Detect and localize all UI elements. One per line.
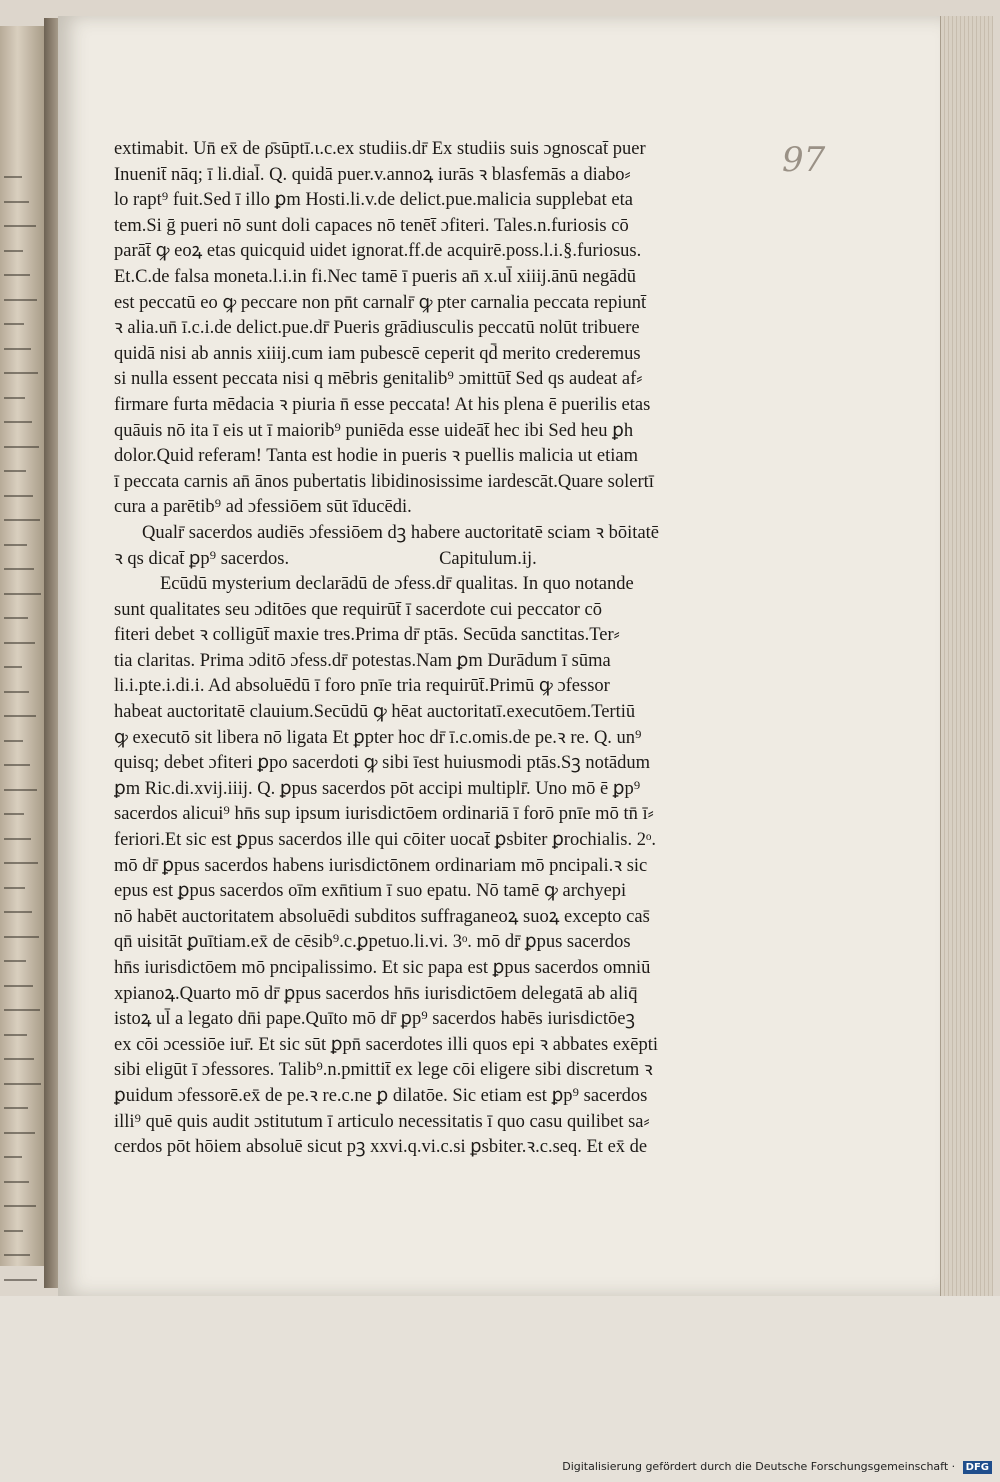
text-line: li.i.pte.i.di.i. Ad absoluēdū ī foro pnīe tria requirūt̄.Primū ꝙ ɔfessor xyxy=(114,676,610,697)
left-page-text-fragment xyxy=(4,495,33,497)
left-page-text-fragment xyxy=(4,1107,28,1109)
chapter-number: Capitulum.ij. xyxy=(439,548,537,569)
left-page-text-fragment xyxy=(4,470,26,472)
left-page-text-fragment xyxy=(4,421,32,423)
text-line: quisq; debet ɔfiteri ꝑpo sacerdoti ꝙ sibi īest huiusmodi ptās.Sꝫ notādum xyxy=(114,753,651,774)
text-line: qn̄ uisitāt ꝑuītiam.ex̄ de cēsib⁹.c.ꝑpetuo.li.vi. 3ᵒ. mō dr̄ ꝑpus sacerdos xyxy=(114,932,631,953)
left-page-text-fragment xyxy=(4,274,30,276)
text-line: ꝑm Ric.di.xvij.iiij. Q. ꝑpus sacerdos pōt accipi multiplr̄. Uno mō ē ꝑp⁹ xyxy=(114,778,641,799)
text-line: ꝛ alia.un̄ ī.c.i.de delict.pue.dr̄ Pueris grādiusculis peccatū nolūt tribuere xyxy=(114,318,640,339)
text-line: cerdos pōt hōiem absoluē sicut pꝫ xxvi.q.vi.c.si ꝑsbiter.ꝛ.c.seq. Et ex̄ de xyxy=(114,1137,648,1158)
left-page-edge xyxy=(0,26,46,1266)
left-page-text-fragment xyxy=(4,1205,36,1207)
text-line: ī peccata carnis an̄ ānos pubertatis libidinosissime iardescāt.Quare solertī xyxy=(114,471,654,492)
left-page-text-fragment xyxy=(4,911,32,913)
left-page-text-fragment xyxy=(4,1279,37,1281)
left-page-text-fragment xyxy=(4,617,28,619)
text-line: sunt qualitates seu ɔditōes que requirūt̄ ī sacerdote cui peccator cō xyxy=(114,599,603,620)
left-page-text-fragment xyxy=(4,348,31,350)
text-line: est peccatū eo ꝙ peccare non pn̄t carnalr̄ ꝙ pter carnalia peccata repiunt̄ xyxy=(114,292,647,313)
left-page-text-fragment xyxy=(4,593,41,595)
left-page-text-fragment xyxy=(4,985,33,987)
left-page-text-fragment xyxy=(4,299,37,301)
text-line: parāt̄ ꝙ eoꝝ etas quicquid uidet ignorat.ff.de acquirē.poss.l.i.§.furiosus. xyxy=(114,241,642,262)
text-line: Inuenit̄ nāq; ī li.dial̄. Q. quidā puer.v.annoꝝ iurās ꝛ blasfemās a diabo⸗ xyxy=(114,164,631,185)
left-page-text-fragment xyxy=(4,789,37,791)
text-line: tia claritas. Prima ɔditō ɔfess.dr̄ potestas.Nam ꝑm Durādum ī sūma xyxy=(114,650,611,671)
chapter-heading-line-2 xyxy=(114,547,774,573)
credit-text: Digitalisierung gefördert durch die Deutsche Forschungsgemeinschaft xyxy=(562,1460,949,1473)
page-edges xyxy=(940,16,993,1316)
text-line: habeat auctoritatē clauium.Secūdū ꝙ hēat auctoritatī.executōem.Tertiū xyxy=(114,702,636,723)
left-page-text-fragment xyxy=(4,1156,22,1158)
left-page-text-fragment xyxy=(4,1132,35,1134)
text-line: fiteri debet ꝛ colligūt̄ maxie tres.Prima dr̄ ptās. Secūda sanctitas.Ter⸗ xyxy=(114,625,620,646)
left-page-text-fragment xyxy=(4,397,25,399)
left-page-text-fragment xyxy=(4,764,30,766)
left-page-text-fragment xyxy=(4,1181,29,1183)
text-line: cura a parētib⁹ ad ɔfessiōem sūt īducēdi. xyxy=(114,497,412,518)
text-line: illi⁹ quē quis audit ɔstitutum ī articulo necessitatis ī quo casu quilibet sa⸗ xyxy=(114,1111,650,1132)
left-page-text-fragment xyxy=(4,1058,34,1060)
left-page-text-fragment xyxy=(4,323,24,325)
left-page-text-fragment xyxy=(4,666,22,668)
text-line: dolor.Quid referam! Tanta est hodie in pueris ꝛ puellis malicia ut etiam xyxy=(114,446,638,467)
text-line: quāuis nō ita ī eis ut ī maiorib⁹ puniēda esse uideāt̄ hec ibi Sed heu ꝑh xyxy=(114,420,634,441)
text-line: hn̄s iurisdictōem mō pncipalissimo. Et sic papa est ꝑpus sacerdos omniū xyxy=(114,958,651,978)
text-line: extimabit. Un̄ ex̄ de ρ̄sūptī.ι.c.ex studiis.dr̄ Ex studiis suis ɔgnoscat̄ puer xyxy=(114,139,646,159)
page-number: 97 xyxy=(782,140,826,180)
left-page-text-fragment xyxy=(4,372,38,374)
left-page-text-fragment xyxy=(4,250,23,252)
text-line: Et.C.de falsa moneta.l.i.in fi.Nec tamē ī pueris an̄ x.ul̄ xiiij.ānū negādū xyxy=(114,266,636,287)
text-line: tem.Si ḡ pueri nō sunt doli capaces nō tenēt̄ ɔfiteri. Tales.n.furiosis cō xyxy=(114,215,629,236)
left-page-text-fragment xyxy=(4,519,40,521)
text-line: xpianoꝝ.Quarto mō dr̄ ꝑpus sacerdos hn̄s iurisdictōem delegatā ab aliq̄ xyxy=(114,983,638,1004)
left-page-text-fragment xyxy=(4,176,22,178)
text-line: feriori.Et sic est ꝑpus sacerdos ille qui cōiter uocat̄ ꝑsbiter ꝑrochialis. 2ᵒ. xyxy=(114,830,656,851)
text-line: epus est ꝑpus sacerdos oīm exn̄tium ī suo epatu. Nō tamē ꝙ archyepi xyxy=(114,881,627,902)
left-page-text-fragment xyxy=(4,225,36,227)
left-page-text-fragment xyxy=(4,813,24,815)
text-line: si nulla essent peccata nisi q mēbris genitalib⁹ ɔmittūt̄ Sed qs audeat af⸗ xyxy=(114,369,643,390)
left-page-text-fragment xyxy=(4,1230,23,1232)
text-line: firmare furta mēdacia ꝛ piuria n̄ esse peccata! At his plena ē puerilis etas xyxy=(114,394,651,415)
left-page-text-fragment xyxy=(4,887,25,889)
main-text-block xyxy=(114,137,774,1161)
left-page-text-fragment xyxy=(4,201,29,203)
text-line: nō habēt auctoritatem absoluēdi subditos suffraganeoꝝ suoꝝ excepto cas̄ xyxy=(114,906,650,927)
text-line: ꝙ executō sit libera nō ligata Et ꝑpter hoc dr̄ ī.c.omis.de pe.ꝛ re. Q. un⁹ xyxy=(114,727,642,748)
chapter-heading: Qualr̄ sacerdos audiēs ɔfessiōem dꝫ habere auctoritatē sciam ꝛ bōitatē xyxy=(142,522,659,543)
text-line: mō dr̄ ꝑpus sacerdos habens iurisdictōnem ordinariam mō pncipali.ꝛ sic xyxy=(114,855,648,876)
left-page-text-fragment xyxy=(4,862,38,864)
left-page-text-fragment xyxy=(4,544,27,546)
chapter-heading-text: ꝛ qs dicat̄ ꝑp⁹ sacerdos. xyxy=(114,548,290,569)
text-line: lo rapt⁹ fuit.Sed ī illo ꝑm Hosti.li.v.de delict.pue.malicia supplebat eta xyxy=(114,190,633,211)
text-line: sacerdos alicui⁹ hn̄s sup ipsum iurisdictōem ordinariā ī forō pnīe mō tn̄ ī⸗ xyxy=(114,804,654,825)
left-page-text-fragment xyxy=(4,715,36,717)
left-page-text-fragment xyxy=(4,1009,40,1011)
left-page-text-fragment xyxy=(4,740,23,742)
left-page-text-fragment xyxy=(4,1034,27,1036)
text-line: quidā nisi ab annis xiiij.cum iam pubescē ceperit qd̄ merito crederemus xyxy=(114,343,641,364)
left-page-text-fragment xyxy=(4,960,26,962)
left-page-text-fragment xyxy=(4,1083,41,1085)
text-line: sibi eligūt ī ɔfessores. Talib⁹.n.pmittit̄ ex lege cōi eligere sibi discretum ꝛ xyxy=(114,1060,653,1081)
text-line: ꝑuidum ɔfessorē.ex̄ de pe.ꝛ re.c.ne ꝑ dilatōe. Sic etiam est ꝑp⁹ sacerdos xyxy=(114,1085,648,1106)
text-line: istoꝝ ul̄ a legato dn̄i pape.Quīto mō dr̄ ꝑp⁹ sacerdos habēs iurisdictōeꝫ xyxy=(114,1009,635,1030)
left-page-text-fragment xyxy=(4,838,31,840)
digitization-credit: Digitalisierung gefördert durch die Deutsche Forschungsgemeinschaft · DFG xyxy=(562,1460,992,1474)
left-page-text-fragment xyxy=(4,446,39,448)
text-line: ex cōi ɔcessiōe iur̄. Et sic sūt ꝑpn̄ sacerdotes illi quos epi ꝛ abbates exēpti xyxy=(114,1034,659,1055)
left-page-text-fragment xyxy=(4,568,34,570)
scan-background-bottom xyxy=(0,1296,1000,1482)
left-page-text-fragment xyxy=(4,936,39,938)
dfg-logo: DFG xyxy=(963,1461,992,1474)
left-page-text-fragment xyxy=(4,642,35,644)
left-page-text-fragment xyxy=(4,691,29,693)
text-line: Ecūdū mysterium declarādū de ɔfess.dr̄ qualitas. In quo notande xyxy=(160,574,634,595)
left-page-text-fragment xyxy=(4,1254,30,1256)
